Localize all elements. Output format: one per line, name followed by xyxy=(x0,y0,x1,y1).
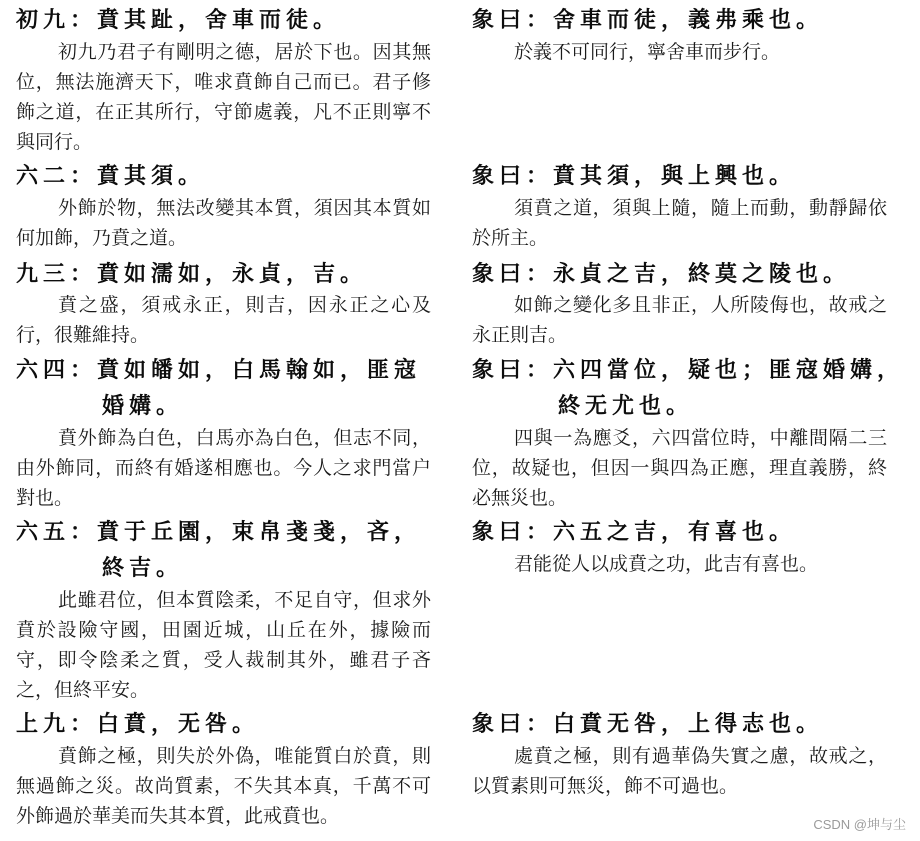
line-heading-5 xyxy=(16,514,421,586)
line-commentary-3: 賁之盛，須戒永正，則吉，因永正之心及行，很難維持。 xyxy=(16,294,431,346)
line-heading-5-first: 六五：賁于丘園，束帛戔戔，吝， xyxy=(16,519,422,545)
image-commentary-5: 君能從人以成賁之功，此吉有喜也。 xyxy=(514,553,819,575)
watermark: CSDN @坤与尘 xyxy=(813,817,906,832)
line-heading-6: 上九：白賁，无咎。 xyxy=(16,711,260,737)
image-commentary-4: 四與一為應爻，六四當位時，中離間隔二三位，故疑也，但因一與四為正應，理直義勝，終必無災也。 xyxy=(472,427,887,509)
image-heading-2: 象曰：賁其須，與上興也。 xyxy=(472,163,797,189)
image-heading-4-cont: 終无尤也。 xyxy=(558,393,694,419)
image-heading-4-first: 象曰：六四當位，疑也；匪寇婚媾， xyxy=(472,357,905,383)
image-heading-5: 象曰：六五之吉，有喜也。 xyxy=(472,519,797,545)
line-heading-4-cont: 婚媾。 xyxy=(102,393,184,419)
line-heading-2: 六二：賁其須。 xyxy=(16,163,206,189)
line-heading-1: 初九：賁其趾，舍車而徒。 xyxy=(16,7,341,33)
line-heading-4-first: 六四：賁如皤如，白馬翰如，匪寇 xyxy=(16,357,422,383)
line-commentary-6: 賁飾之極，則失於外偽，唯能質白於賁，則無過飾之災。故尚質素，不失其本真，千萬不可外飾過於華美而失其本質，此戒賁也。 xyxy=(16,745,431,827)
image-heading-1: 象曰：舍車而徒，義弗乘也。 xyxy=(472,7,824,33)
image-heading-6: 象曰：白賁无咎，上得志也。 xyxy=(472,711,824,737)
line-heading-4 xyxy=(16,352,421,424)
line-commentary-2: 外飾於物，無法改變其本質，須因其本質如何加飾，乃賁之道。 xyxy=(16,197,431,249)
image-commentary-1: 於義不可同行，寧舍車而步行。 xyxy=(514,41,781,63)
line-commentary-5: 此雖君位，但本質陰柔，不足自守，但求外賁於設險守國，田園近城，山丘在外，據險而守，即令陰柔之質，受人裁制其外，雖君子吝之，但終平安。 xyxy=(16,589,431,701)
image-heading-3: 象曰：永貞之吉，終莫之陵也。 xyxy=(472,261,851,287)
image-commentary-6: 處賁之極，則有過華偽失實之慮，故戒之，以質素則可無災，飾不可過也。 xyxy=(472,745,887,797)
image-commentary-3: 如飾之變化多且非正，人所陵侮也，故戒之永正則吉。 xyxy=(472,294,887,346)
line-heading-3: 九三：賁如濡如，永貞，吉。 xyxy=(16,261,368,287)
image-heading-4 xyxy=(472,352,904,424)
line-commentary-1: 初九乃君子有剛明之德，居於下也。因其無位，無法施濟天下，唯求賁飾自己而已。君子修飾之道，在正其所行，守節處義，凡不正則寧不與同行。 xyxy=(16,41,431,153)
image-commentary-2: 須賁之道，須與上隨，隨上而動，動靜歸依於所主。 xyxy=(472,197,887,249)
line-commentary-4: 賁外飾為白色，白馬亦為白色，但志不同，由外飾同，而終有婚遂相應也。今人之求門當户對也。 xyxy=(16,427,431,509)
line-heading-5-cont: 終吉。 xyxy=(102,555,184,581)
